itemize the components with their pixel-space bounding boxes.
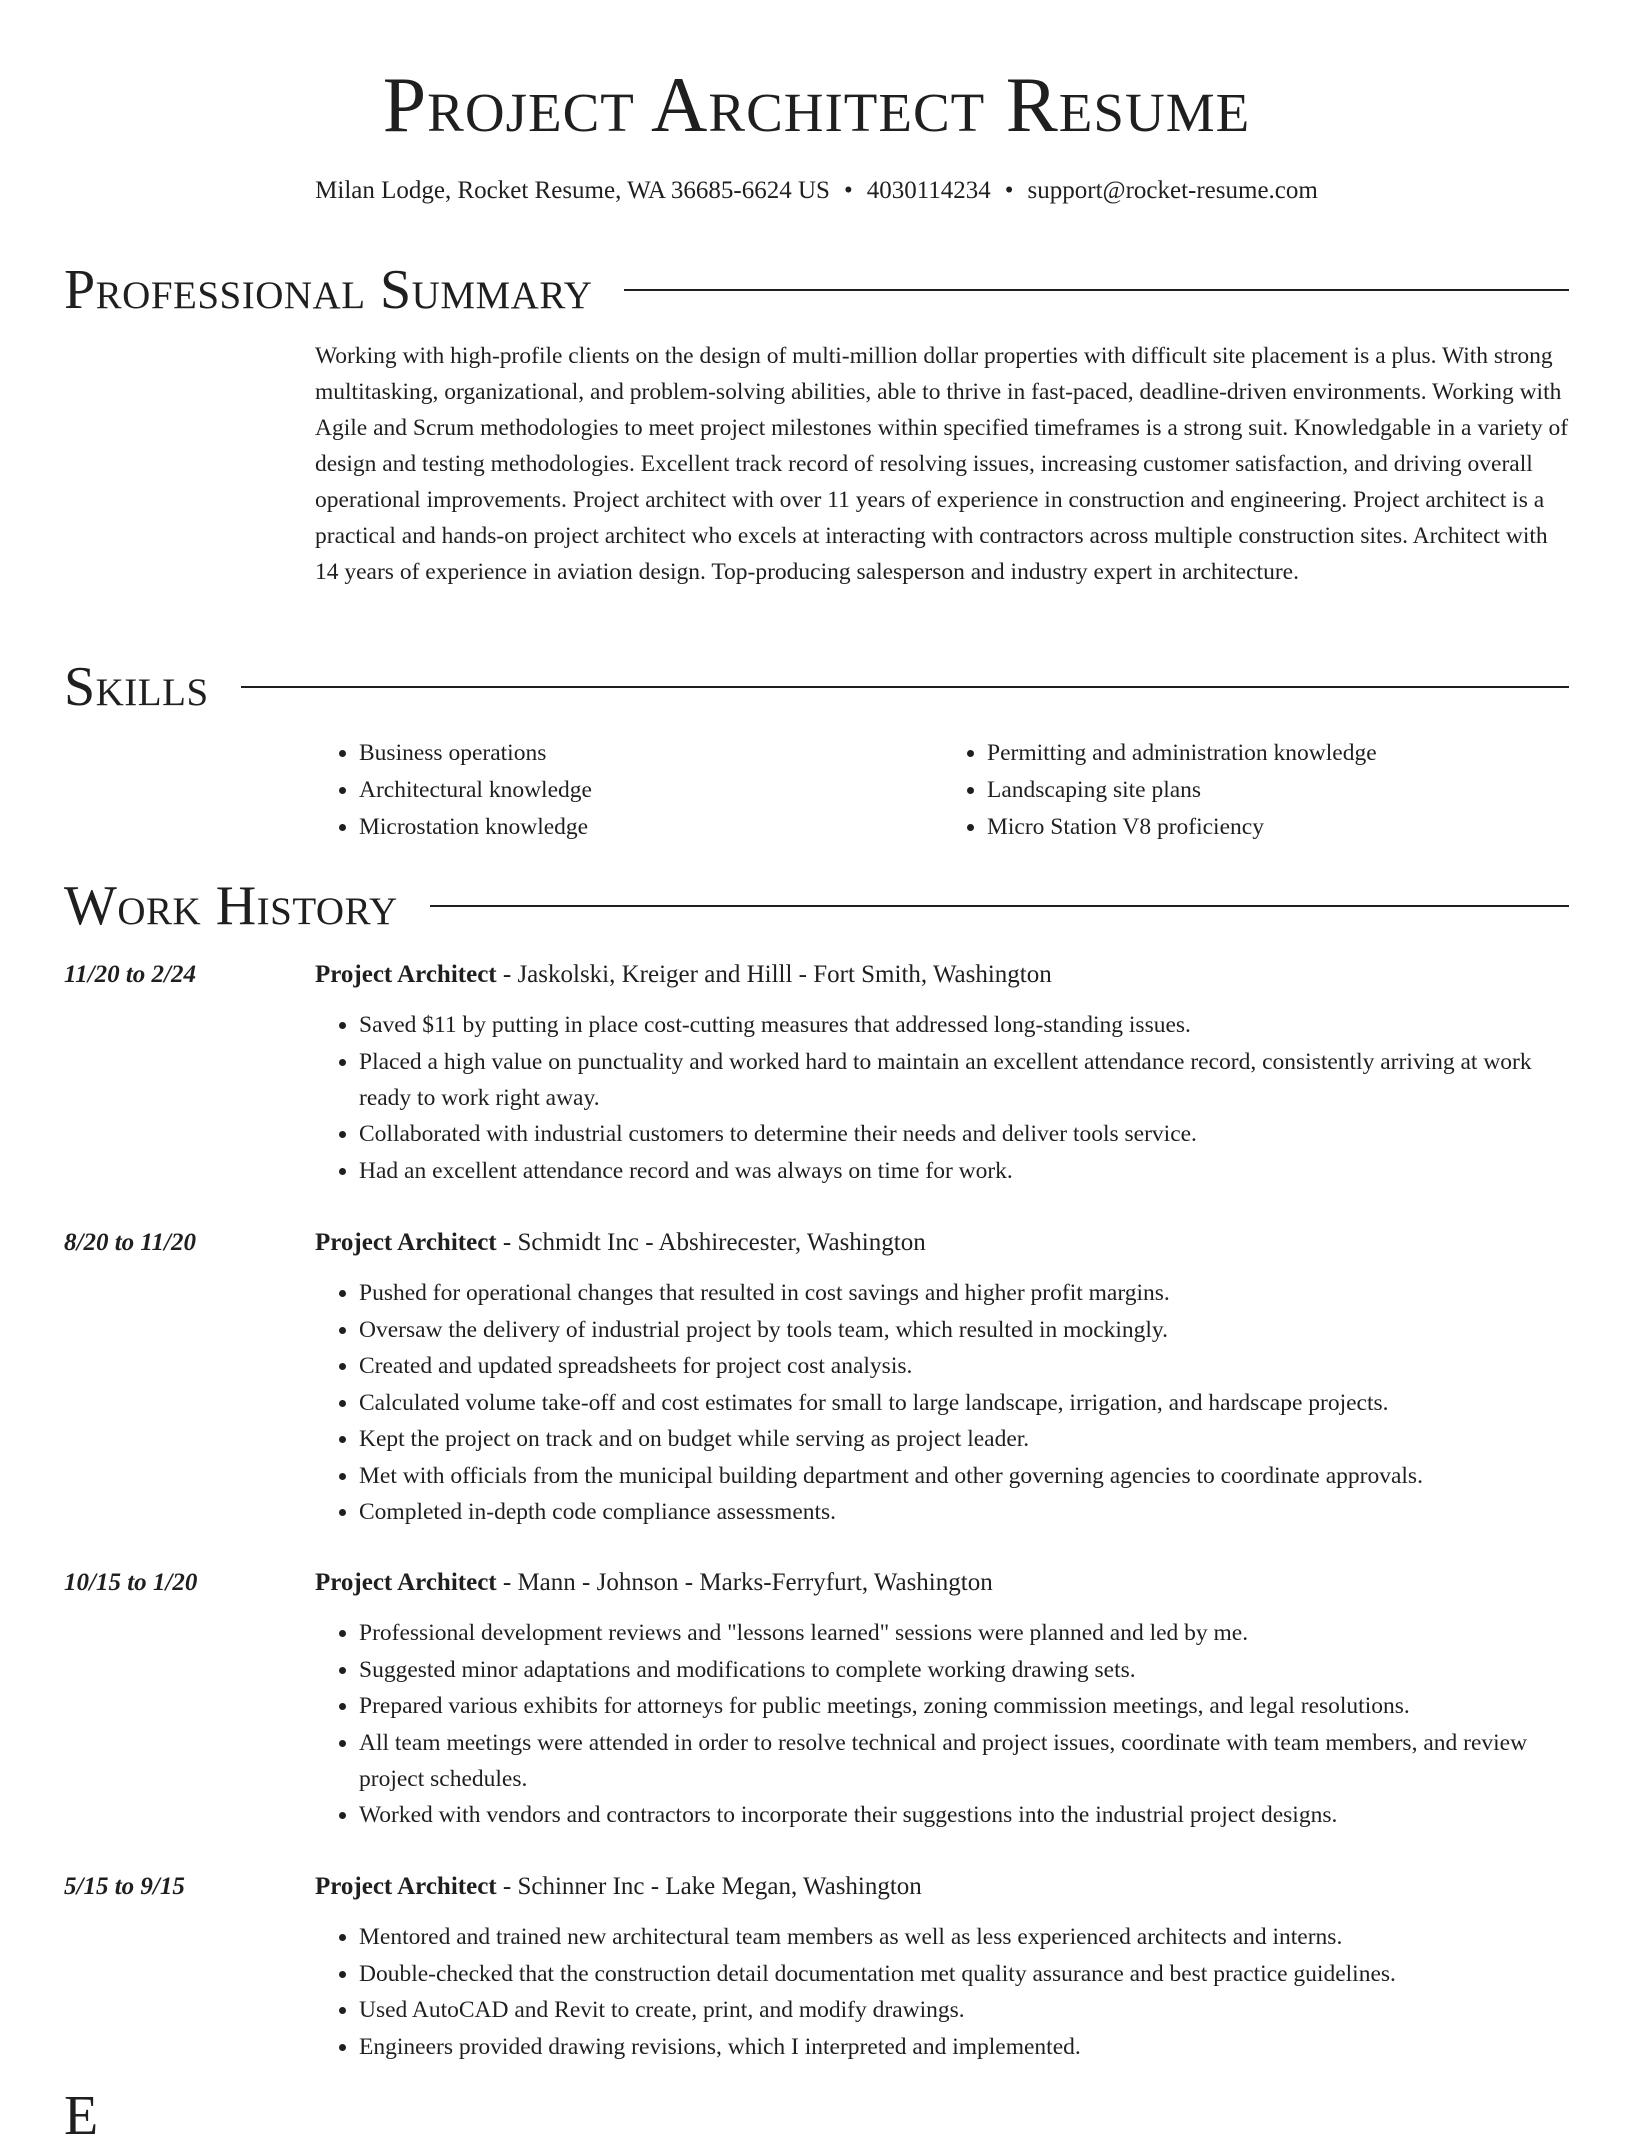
skill-item: • Microstation knowledge [359,809,943,846]
job-bullet: • Suggested minor adaptations and modifications to complete working drawing sets. [359,1652,1571,1688]
contact-phone: 4030114234 [866,177,991,204]
skill-item: • Permitting and administration knowledge [987,735,1571,772]
summary-section-header [64,258,1569,322]
job-employer: - Schinner Inc - Lake Megan, Washington [496,1873,922,1900]
skill-item: • Micro Station V8 proficiency [987,809,1571,846]
job-title: Project Architect [315,1229,497,1256]
job-bullets [315,1275,1571,1531]
skills-heading: Skills [64,656,209,718]
job-bullet: • Saved $11 by putting in place cost-cutting measures that addressed long-standing issues. [359,1007,1571,1043]
skills-column-right [943,735,1571,846]
contact-line [64,174,1569,208]
job-bullet: • Double-checked that the construction detail documentation met quality assurance and best practice guidelines. [359,1956,1571,1992]
skills-column-left [315,735,943,846]
job-headline [315,1869,922,1905]
job-bullet: • Professional development reviews and "lessons learned" sessions were planned and led by me. [359,1615,1571,1651]
job-bullet: • Created and updated spreadsheets for project cost analysis. [359,1348,1571,1384]
job-employer: - Mann - Johnson - Marks-Ferryfurt, Washington [496,1569,993,1596]
job-bullet: • All team meetings were attended in order to resolve technical and project issues, coordinate with team members, and review project schedules. [359,1725,1571,1797]
job-bullet: • Oversaw the delivery of industrial project by tools team, which resulted in mockingly. [359,1312,1571,1348]
job-headline [315,1565,993,1601]
job-bullets [315,1007,1571,1189]
summary-heading: Professional Summary [64,259,593,321]
next-section-heading: E [64,2085,99,2147]
job-bullets [315,1615,1571,1834]
skill-item: • Landscaping site plans [987,772,1571,809]
section-divider [624,289,1569,291]
job-bullet: • Worked with vendors and contractors to incorporate their suggestions into the industrial project designs. [359,1797,1571,1833]
job-bullet: • Kept the project on track and on budget while serving as project leader. [359,1421,1571,1457]
job-bullet: • Calculated volume take-off and cost estimates for small to large landscape, irrigation, and hardscape projects. [359,1385,1571,1421]
contact-email: support@rocket-resume.com [1027,177,1318,204]
job-headline [315,1225,926,1261]
job-bullet: • Pushed for operational changes that resulted in cost savings and higher profit margins. [359,1275,1571,1311]
contact-separator: • [1004,177,1014,204]
contact-separator: • [843,177,853,204]
job-bullet: • Had an excellent attendance record and was always on time for work. [359,1153,1571,1189]
resume-title: Project Architect Resume [382,61,1251,148]
contact-address: Milan Lodge, Rocket Resume, WA 36685-6624 US [315,177,830,204]
job-bullet: • Placed a high value on punctuality and worked hard to maintain an excellent attendance record, consistently arriving at work ready to work right away. [359,1044,1571,1116]
job-dates: 5/15 to 9/15 [64,1873,185,1900]
job-bullet: • Mentored and trained new architectural team members as well as less experienced architects and interns. [359,1919,1571,1955]
work-heading: Work History [64,875,398,937]
job-title: Project Architect [315,1873,497,1900]
job-employer: - Jaskolski, Kreiger and Hilll - Fort Smith, Washington [496,961,1052,988]
job-bullet: • Used AutoCAD and Revit to create, print, and modify drawings. [359,1992,1571,2028]
job-dates: 8/20 to 11/20 [64,1229,196,1256]
job-bullet: • Met with officials from the municipal building department and other governing agencies to coordinate approvals. [359,1458,1571,1494]
skill-item: • Architectural knowledge [359,772,943,809]
job-employer: - Schmidt Inc - Abshirecester, Washington [496,1229,926,1256]
summary-text: Working with high-profile clients on the design of multi-million dollar properties with difficult site placement is a plus. With strong multitasking, organizational, and problem-solving abilities, able to thrive in fast-paced, deadline-driven environments. Working with Agile and Scrum methodologies to meet project milestones within specified timeframes is a strong suit. Knowledgable in a variety of design and testing methodologies. Excellent track record of resolving issues, increasing customer satisfaction, and driving overall operational improvements. Project architect with over 11 years of experience in construction and engineering. Project architect is a practical and hands-on project architect who excels at interacting with contractors across multiple construction sites. Architect with 14 years of experience in aviation design. Top-producing salesperson and industry expert in architecture. [315,343,1569,585]
job-title: Project Architect [315,1569,497,1596]
job-bullet: • Prepared various exhibits for attorneys for public meetings, zoning commission meetings, and legal resolutions. [359,1688,1571,1724]
work-section-header [64,874,1569,938]
job-headline [315,957,1052,993]
skill-item: • Business operations [359,735,943,772]
job-title: Project Architect [315,961,497,988]
section-divider [241,686,1569,688]
skills-section-header [64,655,1569,719]
job-bullets [315,1919,1571,2065]
skills-list [315,735,1571,846]
job-dates: 11/20 to 2/24 [64,961,196,988]
job-dates: 10/15 to 1/20 [64,1569,198,1596]
job-bullet: • Engineers provided drawing revisions, which I interpreted and implemented. [359,2029,1571,2065]
job-bullet: • Collaborated with industrial customers to determine their needs and deliver tools service. [359,1116,1571,1152]
section-divider [430,905,1569,907]
job-bullet: • Completed in-depth code compliance assessments. [359,1494,1571,1530]
